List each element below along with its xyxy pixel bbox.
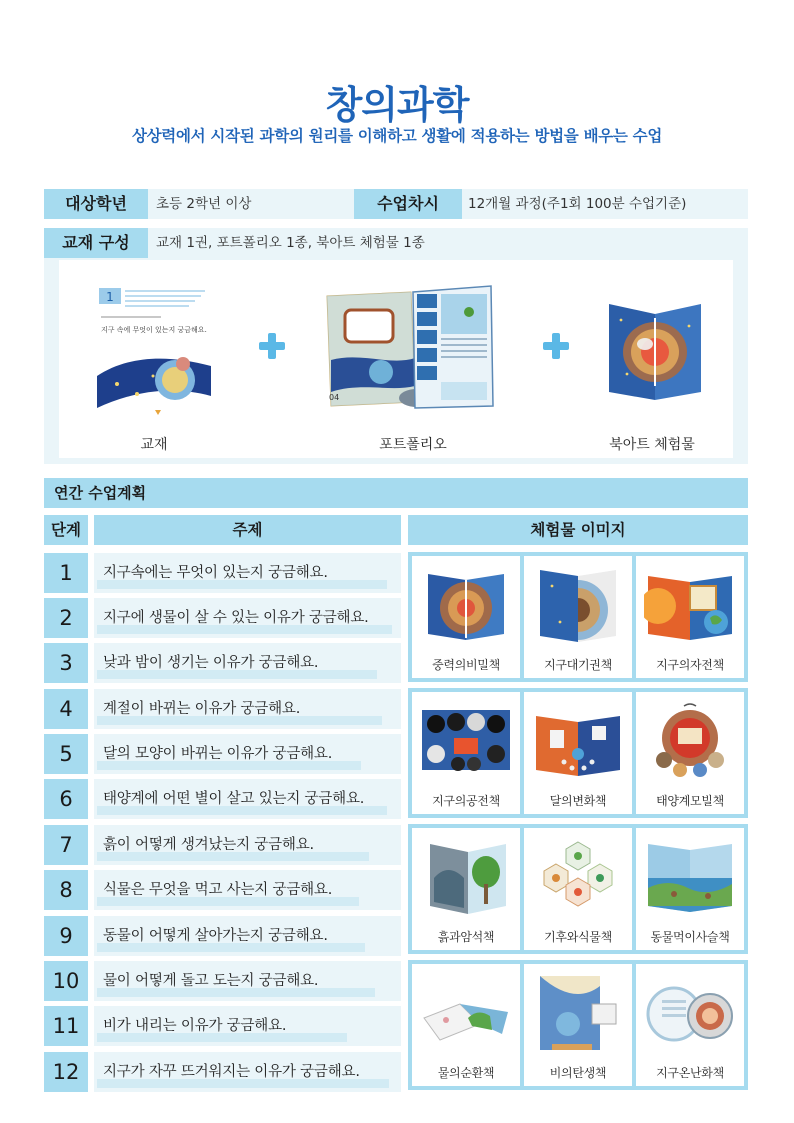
step-topic-text: 지구가 자꾸 뜨거워지는 이유가 궁금해요. bbox=[103, 1064, 360, 1080]
step-topic-text: 지구에 생물이 살 수 있는 이유가 궁금해요. bbox=[103, 610, 369, 626]
step-number: 6 bbox=[44, 779, 88, 819]
step-topic bbox=[94, 598, 401, 638]
page-title: 창의과학 bbox=[325, 83, 469, 127]
book-card bbox=[636, 556, 744, 678]
step-number: 5 bbox=[44, 734, 88, 774]
book-card bbox=[412, 828, 520, 950]
book-caption: 지구대기권책 bbox=[544, 658, 612, 672]
climate-plant-book-image bbox=[532, 838, 624, 916]
food-chain-book-image bbox=[644, 838, 736, 916]
step-topic-text: 계절이 바뀌는 이유가 궁금해요. bbox=[103, 701, 301, 717]
step-number: 3 bbox=[44, 643, 88, 683]
book-caption: 중력의비밀책 bbox=[432, 658, 500, 672]
step-number: 11 bbox=[44, 1006, 88, 1046]
step-topic-text: 지구속에는 무엇이 있는지 궁금해요. bbox=[103, 565, 328, 581]
portfolio-image bbox=[321, 282, 505, 414]
book-card bbox=[636, 964, 744, 1086]
book-caption: 기후와식물책 bbox=[544, 930, 612, 944]
step-topic bbox=[94, 825, 401, 865]
rotation-book-image bbox=[644, 566, 736, 644]
step-topic bbox=[94, 916, 401, 956]
book-caption: 물의순환책 bbox=[437, 1066, 495, 1080]
water-cycle-book-image bbox=[420, 974, 512, 1052]
textbook-chapter-number: 1 bbox=[106, 290, 114, 304]
pop-up-book-image bbox=[605, 300, 705, 404]
book-card bbox=[636, 828, 744, 950]
step-topic-text: 낮과 밤이 생기는 이유가 궁금해요. bbox=[103, 655, 319, 671]
book-card bbox=[636, 692, 744, 814]
sessions-label: 수업차시 bbox=[354, 189, 462, 219]
step-topic bbox=[94, 689, 401, 729]
step-number: 12 bbox=[44, 1052, 88, 1092]
book-card bbox=[524, 556, 632, 678]
step-number: 2 bbox=[44, 598, 88, 638]
step-topic-text: 달의 모양이 바뀌는 이유가 궁금해요. bbox=[103, 746, 333, 762]
column-header-image: 체험물 이미지 bbox=[408, 515, 748, 545]
step-topic-text: 흙이 어떻게 생겨났는지 궁금해요. bbox=[103, 837, 314, 853]
step-topic bbox=[94, 1006, 401, 1046]
atmosphere-book-image bbox=[532, 566, 624, 644]
step-number: 9 bbox=[44, 916, 88, 956]
materials-panel bbox=[44, 258, 748, 464]
book-card bbox=[412, 964, 520, 1086]
step-number: 8 bbox=[44, 870, 88, 910]
page-subtitle: 상상력에서 시작된 과학의 원리를 이해하고 생활에 적용하는 방법을 배우는 수업 bbox=[131, 127, 663, 145]
step-topic bbox=[94, 961, 401, 1001]
book-caption: 지구온난화책 bbox=[656, 1066, 724, 1080]
book-caption: 동물먹이사슬책 bbox=[650, 930, 730, 944]
book-caption: 달의변화책 bbox=[549, 794, 607, 808]
step-number: 7 bbox=[44, 825, 88, 865]
book-card bbox=[524, 828, 632, 950]
solar-system-mobile-image bbox=[644, 702, 736, 780]
rain-book-image bbox=[532, 974, 624, 1052]
target-grade-label: 대상학년 bbox=[44, 189, 148, 219]
portfolio-page-number: 04 bbox=[329, 393, 340, 402]
textbook-chapter-title: 지구 속에 무엇이 있는지 궁금해요. bbox=[101, 326, 207, 334]
book-card bbox=[524, 692, 632, 814]
materials-info-row bbox=[44, 228, 748, 258]
revolution-book-image bbox=[420, 702, 512, 780]
step-topic-text: 동물이 어떻게 살아가는지 궁금해요. bbox=[103, 928, 328, 944]
step-topic bbox=[94, 553, 401, 593]
plus-icon bbox=[259, 333, 285, 359]
book-image-group bbox=[408, 960, 748, 1090]
book-art-caption: 북아트 체험물 bbox=[609, 437, 695, 453]
step-number: 1 bbox=[44, 553, 88, 593]
step-number: 10 bbox=[44, 961, 88, 1001]
course-info-row bbox=[44, 189, 748, 219]
materials-label: 교재 구성 bbox=[44, 228, 148, 258]
plus-icon bbox=[543, 333, 569, 359]
book-image-group bbox=[408, 824, 748, 954]
materials-value: 교재 1권, 포트폴리오 1종, 북아트 체험물 1종 bbox=[156, 235, 425, 251]
soil-rock-book-image bbox=[420, 838, 512, 916]
step-topic-text: 태양계에 어떤 별이 살고 있는지 궁금해요. bbox=[103, 791, 365, 807]
materials-panel-inner bbox=[59, 260, 733, 458]
column-header-topic: 주제 bbox=[94, 515, 401, 545]
step-topic bbox=[94, 734, 401, 774]
book-caption: 태양계모빌책 bbox=[656, 794, 724, 808]
step-topic-text: 식물은 무엇을 먹고 사는지 궁금해요. bbox=[103, 882, 333, 898]
book-card bbox=[412, 692, 520, 814]
book-image-group bbox=[408, 688, 748, 818]
textbook-image bbox=[97, 284, 211, 422]
moon-phase-book-image bbox=[532, 702, 624, 780]
step-topic-text: 비가 내리는 이유가 궁금해요. bbox=[103, 1018, 287, 1034]
annual-plan-heading: 연간 수업계획 bbox=[44, 478, 748, 508]
global-warming-book-image bbox=[644, 974, 736, 1052]
step-topic bbox=[94, 643, 401, 683]
step-topic bbox=[94, 870, 401, 910]
step-topic-text: 물이 어떻게 돌고 도는지 궁금해요. bbox=[103, 973, 319, 989]
book-caption: 지구의공전책 bbox=[432, 794, 500, 808]
book-card bbox=[524, 964, 632, 1086]
book-caption: 지구의자전책 bbox=[656, 658, 724, 672]
book-caption: 흙과암석책 bbox=[437, 930, 495, 944]
book-image-group bbox=[408, 552, 748, 682]
book-card bbox=[412, 556, 520, 678]
step-topic bbox=[94, 779, 401, 819]
target-grade-value: 초등 2학년 이상 bbox=[156, 196, 252, 212]
step-number: 4 bbox=[44, 689, 88, 729]
step-topic bbox=[94, 1052, 401, 1092]
gravity-book-image bbox=[420, 566, 512, 644]
column-header-step: 단계 bbox=[44, 515, 88, 545]
textbook-caption: 교재 bbox=[140, 437, 168, 453]
portfolio-caption: 포트폴리오 bbox=[379, 437, 447, 453]
sessions-value: 12개월 과정(주1회 100분 수업기준) bbox=[468, 196, 687, 212]
book-caption: 비의탄생책 bbox=[549, 1066, 607, 1080]
